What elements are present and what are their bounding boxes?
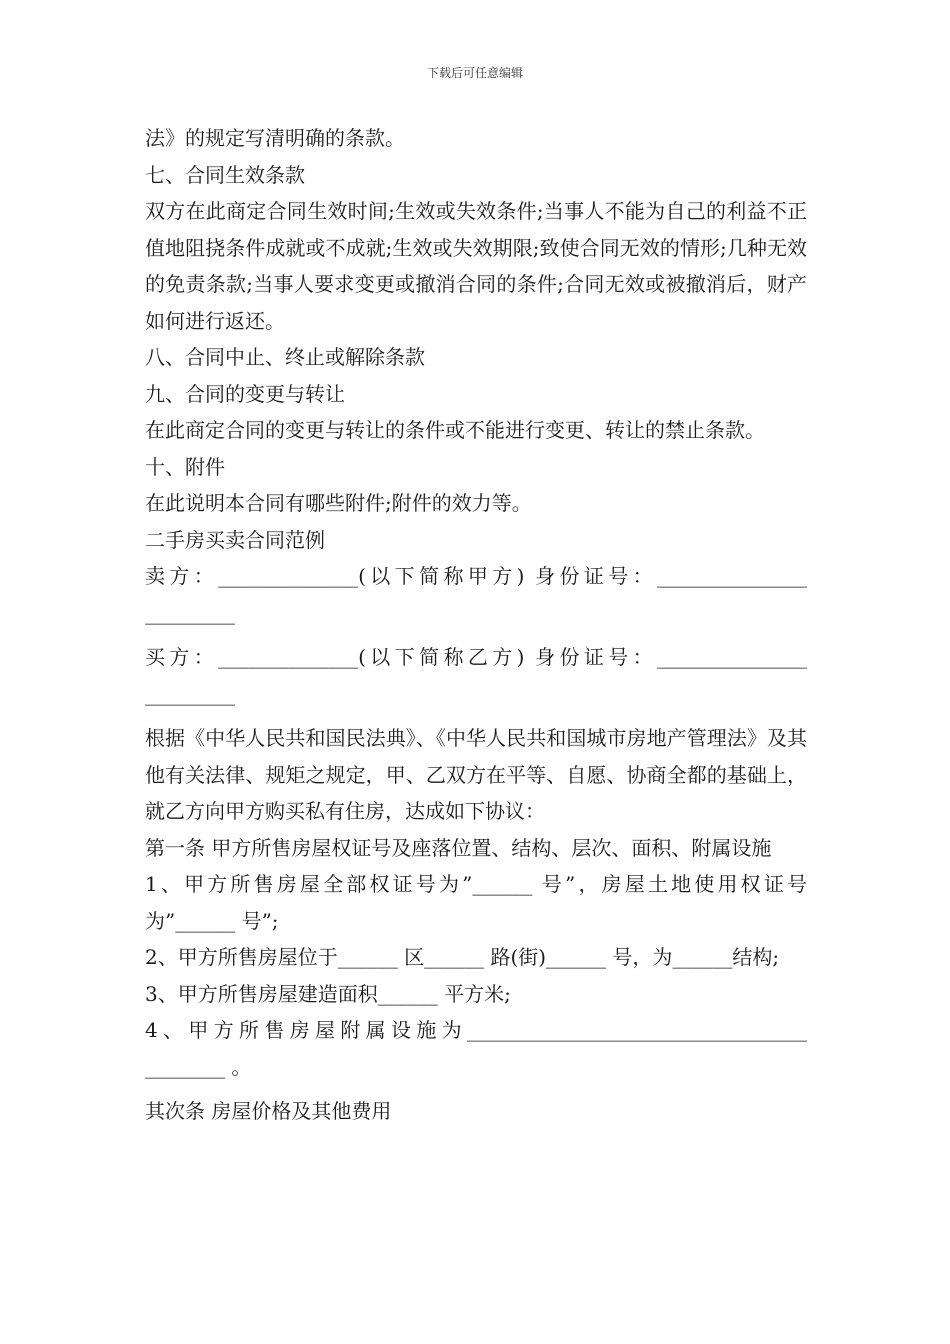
paragraph-effectiveness: 双方在此商定合同生效时间;生效或失效条件;当事人不能为自己的利益不正值地阻挠条件成就或不成就;生效或失效期限;致使合同无效的情形;几种无效的免责条款;当事人要求变更或撤消合同的条件;合同无效或被撤消后，财产如何进行返还。 — [145, 199, 807, 333]
item-2-location: 2、甲方所售房屋位于______ 区______ 路(街)______ 号，为______结构; — [145, 945, 780, 969]
item-4-facilities: 4、甲方所售房屋附属设施为__________________________________ ________ 。 — [145, 1018, 814, 1079]
heading-article-1: 第一条 甲方所售房屋权证号及座落位置、结构、层次、面积、附属设施 — [145, 835, 772, 860]
document-body — [145, 120, 814, 1130]
heading-clause-7: 七、合同生效条款 — [145, 162, 305, 187]
item-1-certificate: 1、甲方所售房屋全部权证号为”______ 号”，房屋土地使用权证号为”______ 号”; — [145, 872, 807, 933]
paragraph-law-clause-end: 法》的规定写清明确的条款。 — [145, 126, 405, 150]
buyer-line: 买方：______________(以下简称乙方) 身份证号：_______________ _________ — [145, 645, 814, 706]
heading-contract-example: 二手房买卖合同范例 — [145, 527, 325, 552]
heading-article-2: 其次条 房屋价格及其他费用 — [145, 1099, 392, 1123]
item-3-area: 3、甲方所售房屋建造面积______ 平方米; — [145, 981, 511, 1006]
heading-clause-8: 八、合同中止、终止或解除条款 — [145, 345, 425, 369]
paragraph-legal-basis: 根据《中华人民共和国民法典》、《中华人民共和国城市房地产管理法》及其他有关法律、规矩之规定，甲、乙双方在平等、自愿、协商全都的基础上，就乙方向甲方购买私有住房，达成如下协议： — [145, 726, 807, 823]
seller-line: 卖方：______________(以下简称甲方) 身份证号：_______________ _________ — [145, 564, 814, 625]
heading-clause-9: 九、合同的变更与转让 — [145, 381, 345, 406]
paragraph-attachments: 在此说明本合同有哪些附件;附件的效力等。 — [145, 491, 532, 515]
heading-clause-10: 十、附件 — [145, 454, 225, 479]
paragraph-transfer: 在此商定合同的变更与转让的条件或不能进行变更、转让的禁止条款。 — [145, 418, 765, 442]
page-header-note: 下载后可任意编辑 — [426, 66, 523, 80]
